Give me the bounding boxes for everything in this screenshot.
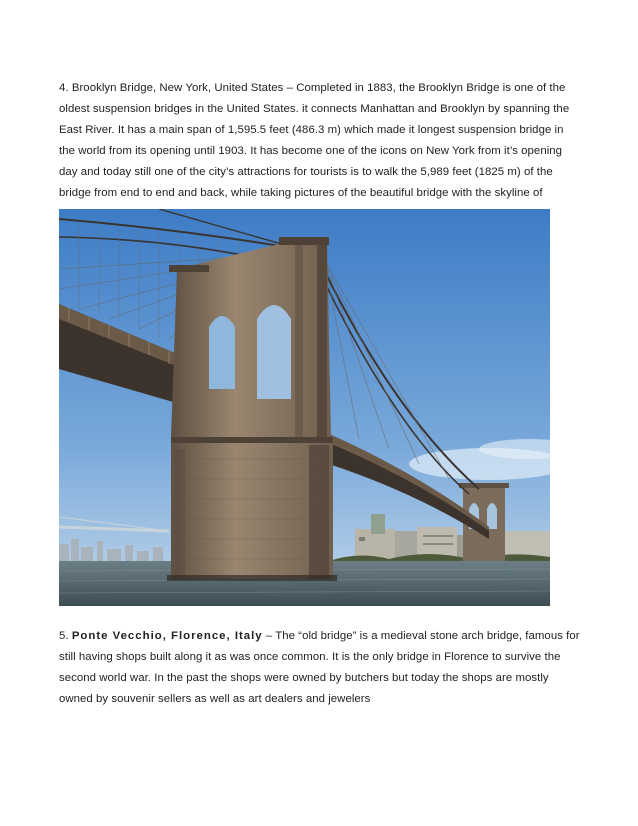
brooklyn-bridge-illustration xyxy=(59,209,550,606)
section-number: 5. xyxy=(59,630,69,642)
brooklyn-bridge-photo xyxy=(59,209,550,606)
main-tower xyxy=(169,237,333,579)
paragraph-brooklyn-bridge: 4. Brooklyn Bridge, New York, United States – Completed in 1883, the Brooklyn Bridge is one of the oldest suspension bridges in the United States. it connects Manhattan and Brooklyn by spanning the East River. It has a main span of 1,595.5 feet (486.3 m) which made it longest suspension bridge in the world from its opening until 1903. It has become one of the icons on New York from it’s opening day and today still one of the city’s attractions for tourists is to walk the 5,989 feet (1825 m) of the bridge from end to end and back, while taking pictures of the beautiful bridge with the skyline of xyxy=(59,82,570,199)
section-body: – The “old bridge” is a medieval stone arch bridge, famous for still having shops built along it as was once common. It is the only bridge in Florence to survive the second world war. In the past the shops were owned by butchers but today the shops are mostly owned by souvenir sellers as well as art dealers and jewelers xyxy=(59,630,580,705)
paragraph-ponte-vecchio xyxy=(59,626,581,710)
bridge-name: Ponte Vecchio, Florence, Italy xyxy=(71,630,263,642)
